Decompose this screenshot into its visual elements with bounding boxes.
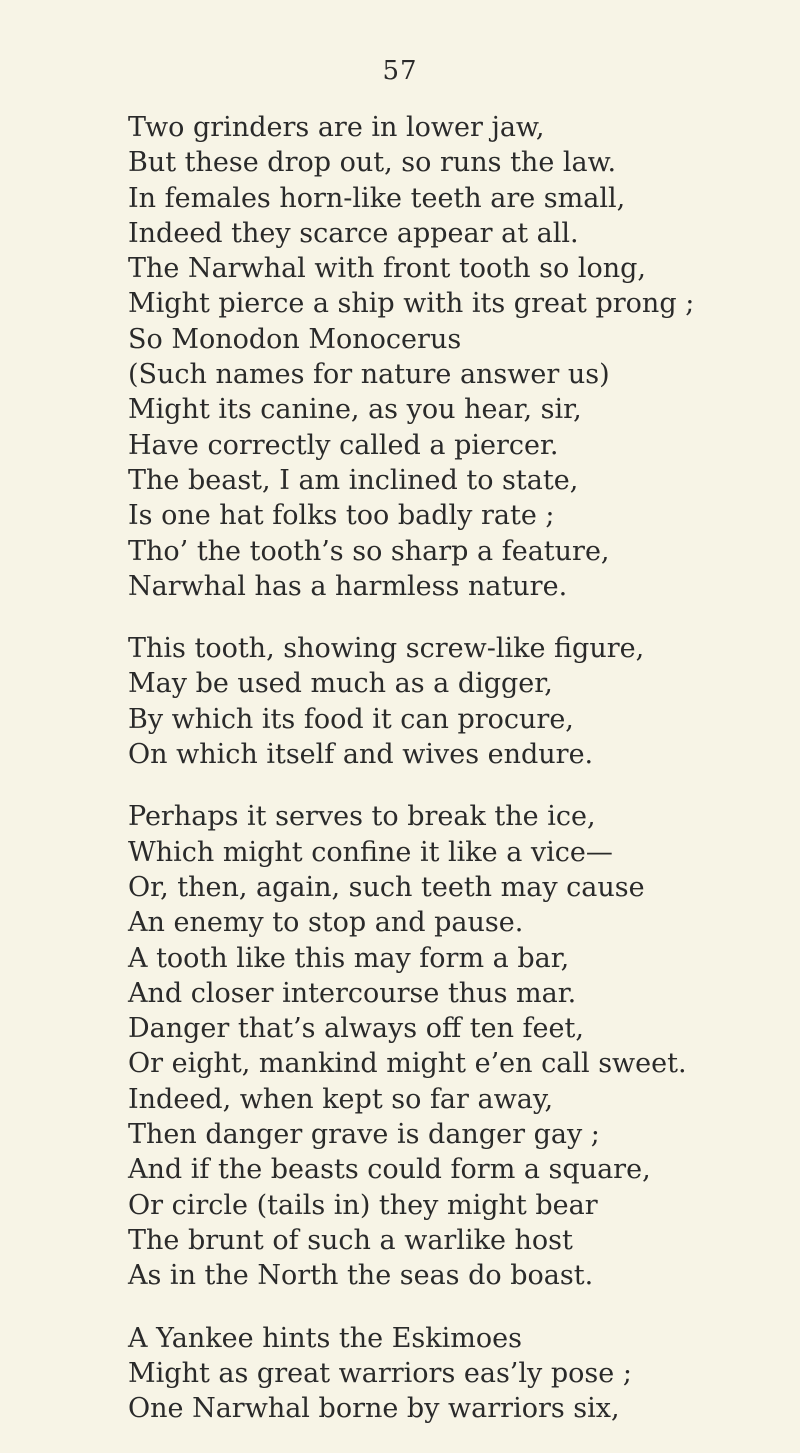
stanza-4 xyxy=(128,1321,788,1427)
poem-line: In females horn-like teeth are small, xyxy=(128,182,626,214)
poem-line: An enemy to stop and pause. xyxy=(128,907,524,939)
poem-line: Perhaps it serves to break the ice, xyxy=(128,801,596,833)
poem-line: Or, then, again, such teeth may cause xyxy=(128,871,645,903)
poem-line: Two grinders are in lower jaw, xyxy=(128,112,545,143)
poem-line: (Such names for nature answer us) xyxy=(128,359,610,391)
poem-line: Might as great warriors eas’ly pose ; xyxy=(128,1357,632,1389)
poem-line: A tooth like this may form a bar, xyxy=(128,942,570,974)
poem-line: Might its canine, as you hear, sir, xyxy=(128,394,582,426)
poem-line: May be used much as a digger, xyxy=(128,668,553,700)
poem-line: Indeed they scarce appear at all. xyxy=(128,217,579,249)
poem-line: Indeed, when kept so far away, xyxy=(128,1083,554,1115)
page-number: 57 xyxy=(382,56,418,86)
poem-line: This tooth, showing screw-like figure, xyxy=(128,633,645,665)
poem-line: But these drop out, so runs the law. xyxy=(128,147,617,179)
poem-line: The beast, I am inclined to state, xyxy=(128,464,579,496)
poem-line: A Yankee hints the Eskimoes xyxy=(128,1322,522,1354)
poem-line: One Narwhal borne by warriors six, xyxy=(128,1393,620,1425)
poem-line: Which might confine it like a vice— xyxy=(128,836,613,868)
poem-line: Narwhal has a harmless nature. xyxy=(128,570,568,602)
stanza-3 xyxy=(128,799,788,1293)
stanza-1 xyxy=(128,110,788,604)
poem-body xyxy=(128,110,788,1453)
poem-line: Then danger grave is danger gay ; xyxy=(128,1119,600,1151)
poem-line: Danger that’s always off ten feet, xyxy=(128,1013,584,1045)
poem-line: The brunt of such a warlike host xyxy=(128,1224,573,1256)
poem-line: So Monodon Monocerus xyxy=(128,323,462,355)
poem-line: On which itself and wives endure. xyxy=(128,739,594,771)
poem-line: By which its food it can procure, xyxy=(128,703,574,735)
poem-line: And if the beasts could form a square, xyxy=(128,1154,651,1186)
poem-line: And closer intercourse thus mar. xyxy=(128,977,577,1009)
poem-line: Might pierce a ship with its great prong ; xyxy=(128,288,695,320)
poem-line: Or circle (tails in) they might bear xyxy=(128,1189,598,1221)
poem-line: Tho’ the tooth’s so sharp a feature, xyxy=(128,535,610,567)
poem-line: The Narwhal with front tooth so long, xyxy=(128,253,646,285)
poem-line: As in the North the seas do boast. xyxy=(128,1260,594,1292)
poem-line: Have correctly called a piercer. xyxy=(128,429,559,461)
stanza-2 xyxy=(128,631,788,772)
poem-line: Is one hat folks too badly rate ; xyxy=(128,500,555,532)
poem-line: Or eight, mankind might e’en call sweet. xyxy=(128,1048,687,1080)
